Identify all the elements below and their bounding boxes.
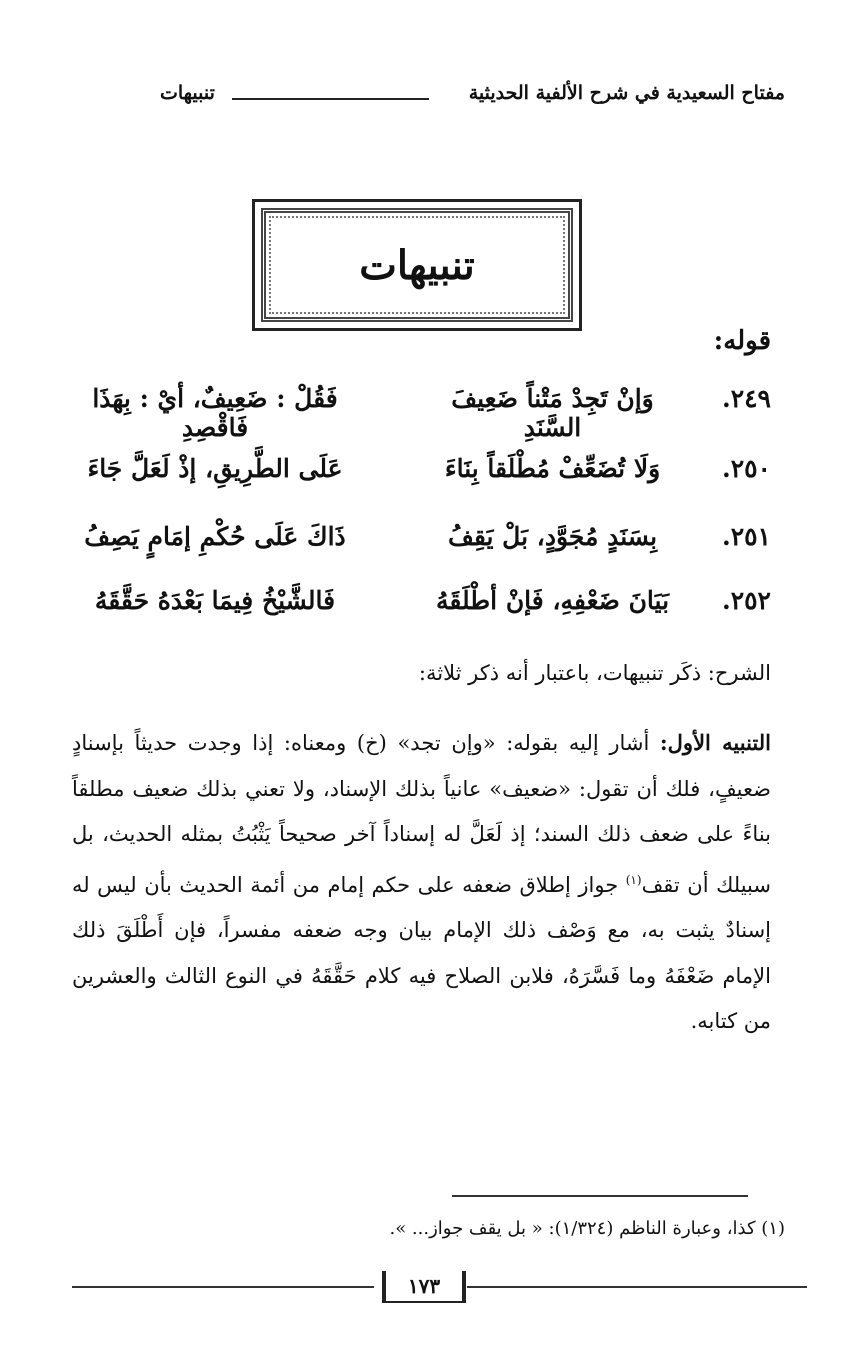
verse-first-hemistich: بَيَانَ ضَعْفِهِ، فَإنْ أطْلَقَهُ [435, 586, 670, 615]
page-number-rule-right [467, 1286, 807, 1288]
header-section: تنبيهات [160, 82, 215, 104]
qawluh-label: قوله: [713, 326, 771, 356]
tanbih-first-text: أشار إليه بقوله: «وإن تجد» (خ) ومعناه: إذا وجدت حديثاً بإسنادٍ ضعيفٍ، فلك أن تقول: «ضعيف» عانياً بذلك الإسناد، ولا تعني بذلك ضعيف مطلقاً بناءً على ضعف ذلك السند؛ إذ لَعَلَّ له إسناداً آخر صحيحاً يَثْبُتُ بمثله الحديث، بل سبيلك أن تقف [72, 731, 771, 897]
page-number-rule-left [72, 1286, 374, 1288]
verse-second-hemistich: ذَاكَ عَلَى حُكْمِ إمَامٍ يَصِفُ [84, 522, 346, 551]
running-header [160, 82, 785, 112]
tanbih-first-paragraph [72, 720, 771, 1045]
verse-first-hemistich: وَلَا تُضَعِّفْ مُطْلَقاً بِنَاءَ [444, 454, 661, 483]
footnote-rule [452, 1195, 748, 1197]
tanbih-first-text-continued: جواز إطلاق ضعفه على حكم إمام من أئمة الحديث بأن ليس له إسنادٌ يثبت به، مع وَصْف ذلك الإمام بيان وجه ضعفه مفسراً، فإن أَطْلَقَ ذلك الإمام ضَعْفَهُ وما فَسَّرَهُ، فلابن الصلاح فيه كلام حَقَّقَهُ في النوع الثالث والعشرين من كتابه. [72, 872, 771, 1033]
verse-252 [60, 586, 771, 636]
verse-251 [60, 522, 771, 572]
verse-second-hemistich: فَالشَّيْخُ فِيمَا بَعْدَهُ حَقَّقَهُ [94, 586, 336, 615]
verse-first-hemistich: بِسَنَدٍ مُجَوَّدٍ، بَلْ يَقِفُ [447, 522, 658, 551]
chapter-title-inner-frame [261, 208, 573, 322]
tanbih-first-label: التنبيه الأول: [659, 730, 771, 755]
verse-249 [60, 384, 771, 442]
sharh-intro: الشرح: ذكَر تنبيهات، باعتبار أنه ذكر ثلاثة: [418, 661, 771, 685]
verse-number: ٢٥٢. [721, 586, 771, 615]
verse-number: ٢٥١. [721, 522, 771, 551]
footnote: (١) كذا، وعبارة الناظم (١/٣٢٤): « بل يقف جواز... ». [389, 1218, 785, 1239]
chapter-title: تنبيهات [359, 241, 475, 289]
verse-250 [60, 454, 771, 504]
verse-first-hemistich: وَإنْ تَجِدْ مَتْناً ضَعِيفَ السَّنَدِ [451, 384, 654, 442]
verse-number: ٢٥٠. [721, 454, 771, 483]
chapter-title-frame [252, 199, 582, 331]
verse-number: ٢٤٩. [721, 384, 771, 413]
verse-second-hemistich: فَقُلْ : ضَعِيفٌ، أيْ : بِهَذَا فَاقْصِدِ [92, 384, 338, 442]
verse-second-hemistich: عَلَى الطَّرِيقِ، إذْ لَعَلَّ جَاءَ [87, 454, 343, 483]
header-rule [232, 98, 429, 100]
page-number: ١٧٣ [382, 1271, 466, 1303]
header-book-title: مفتاح السعيدية في شرح الألفية الحديثية [468, 82, 785, 104]
footnote-marker: (١) [625, 872, 642, 887]
